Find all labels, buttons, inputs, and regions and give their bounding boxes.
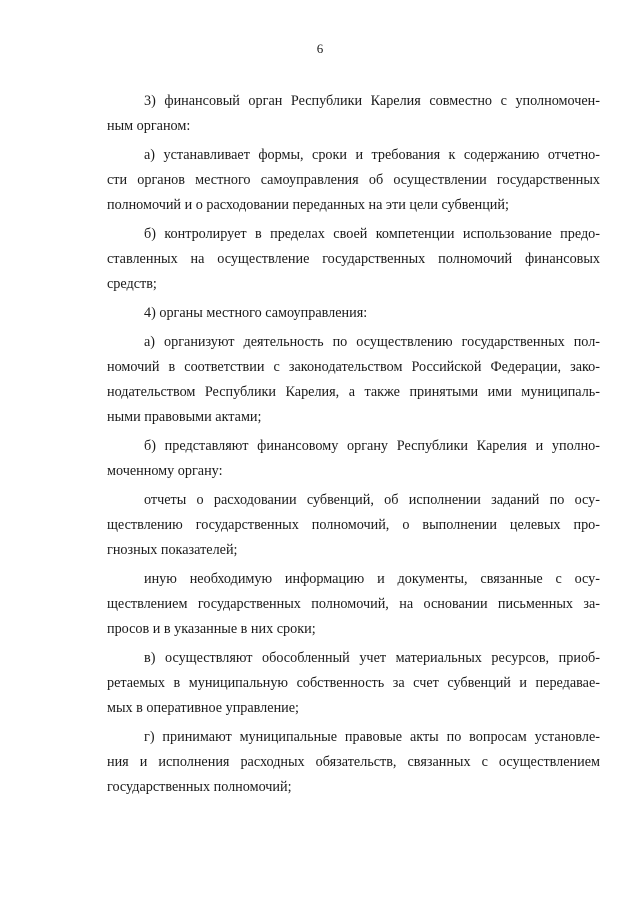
page-number: 6 [316, 41, 324, 56]
paragraph-4-local-government [107, 301, 600, 326]
text-line: ретаемых в муниципальную собственность за счет субвенций и передавае- [107, 675, 600, 691]
text-line: нодательством Республики Карелия, а также принятыми ими муниципаль- [107, 384, 600, 400]
paragraph-4b-other-info [107, 567, 600, 642]
paragraph-4v [107, 646, 600, 721]
paragraph-3a [107, 143, 600, 218]
text-line: сти органов местного самоуправления об осуществлении государственных [107, 172, 600, 188]
text-line: отчеты о расходовании субвенций, об исполнении заданий по осу- [144, 492, 600, 508]
text-line: моченному органу: [107, 463, 223, 479]
text-line: а) устанавливает формы, сроки и требования к содержанию отчетно- [144, 147, 600, 163]
text-line: иную необходимую информацию и документы, связанные с осу- [144, 571, 600, 587]
text-line: ным органом: [107, 118, 191, 134]
text-line: мых в оперативное управление; [107, 700, 299, 716]
text-line: в) осуществляют обособленный учет материальных ресурсов, приоб- [144, 650, 600, 666]
text-line: ния и исполнения расходных обязательств, связанных с осуществлением [107, 754, 600, 770]
paragraph-4b [107, 434, 600, 484]
paragraph-3-financial-body [107, 89, 600, 139]
text-line: ставленных на осуществление государственных полномочий финансовых [107, 251, 600, 267]
text-line: ществлением государственных полномочий, на основании письменных за- [107, 596, 600, 612]
paragraph-3b [107, 222, 600, 297]
text-line: государственных полномочий; [107, 779, 292, 795]
text-line: 4) органы местного самоуправления: [144, 305, 368, 321]
paragraph-4g [107, 725, 600, 800]
text-line: средств; [107, 276, 157, 292]
text-line: номочий в соответствии с законодательством Российской Федерации, зако- [107, 359, 600, 375]
text-line: ществлению государственных полномочий, о выполнении целевых про- [107, 517, 600, 533]
text-line: б) контролирует в пределах своей компетенции использование предо- [144, 226, 600, 242]
text-line: просов и в указанные в них сроки; [107, 621, 316, 637]
text-line: г) принимают муниципальные правовые акты по вопросам установле- [144, 729, 600, 745]
text-line: ными правовыми актами; [107, 409, 262, 425]
text-line: полномочий и о расходовании переданных на эти цели субвенций; [107, 197, 509, 213]
text-line: 3) финансовый орган Республики Карелия совместно с уполномочен- [144, 93, 600, 109]
paragraph-4a [107, 330, 600, 430]
document-body [107, 89, 600, 804]
text-line: б) представляют финансовому органу Республики Карелия и уполно- [144, 438, 600, 454]
paragraph-4b-reports [107, 488, 600, 563]
text-line: а) организуют деятельность по осуществлению государственных пол- [144, 334, 600, 350]
text-line: гнозных показателей; [107, 542, 238, 558]
